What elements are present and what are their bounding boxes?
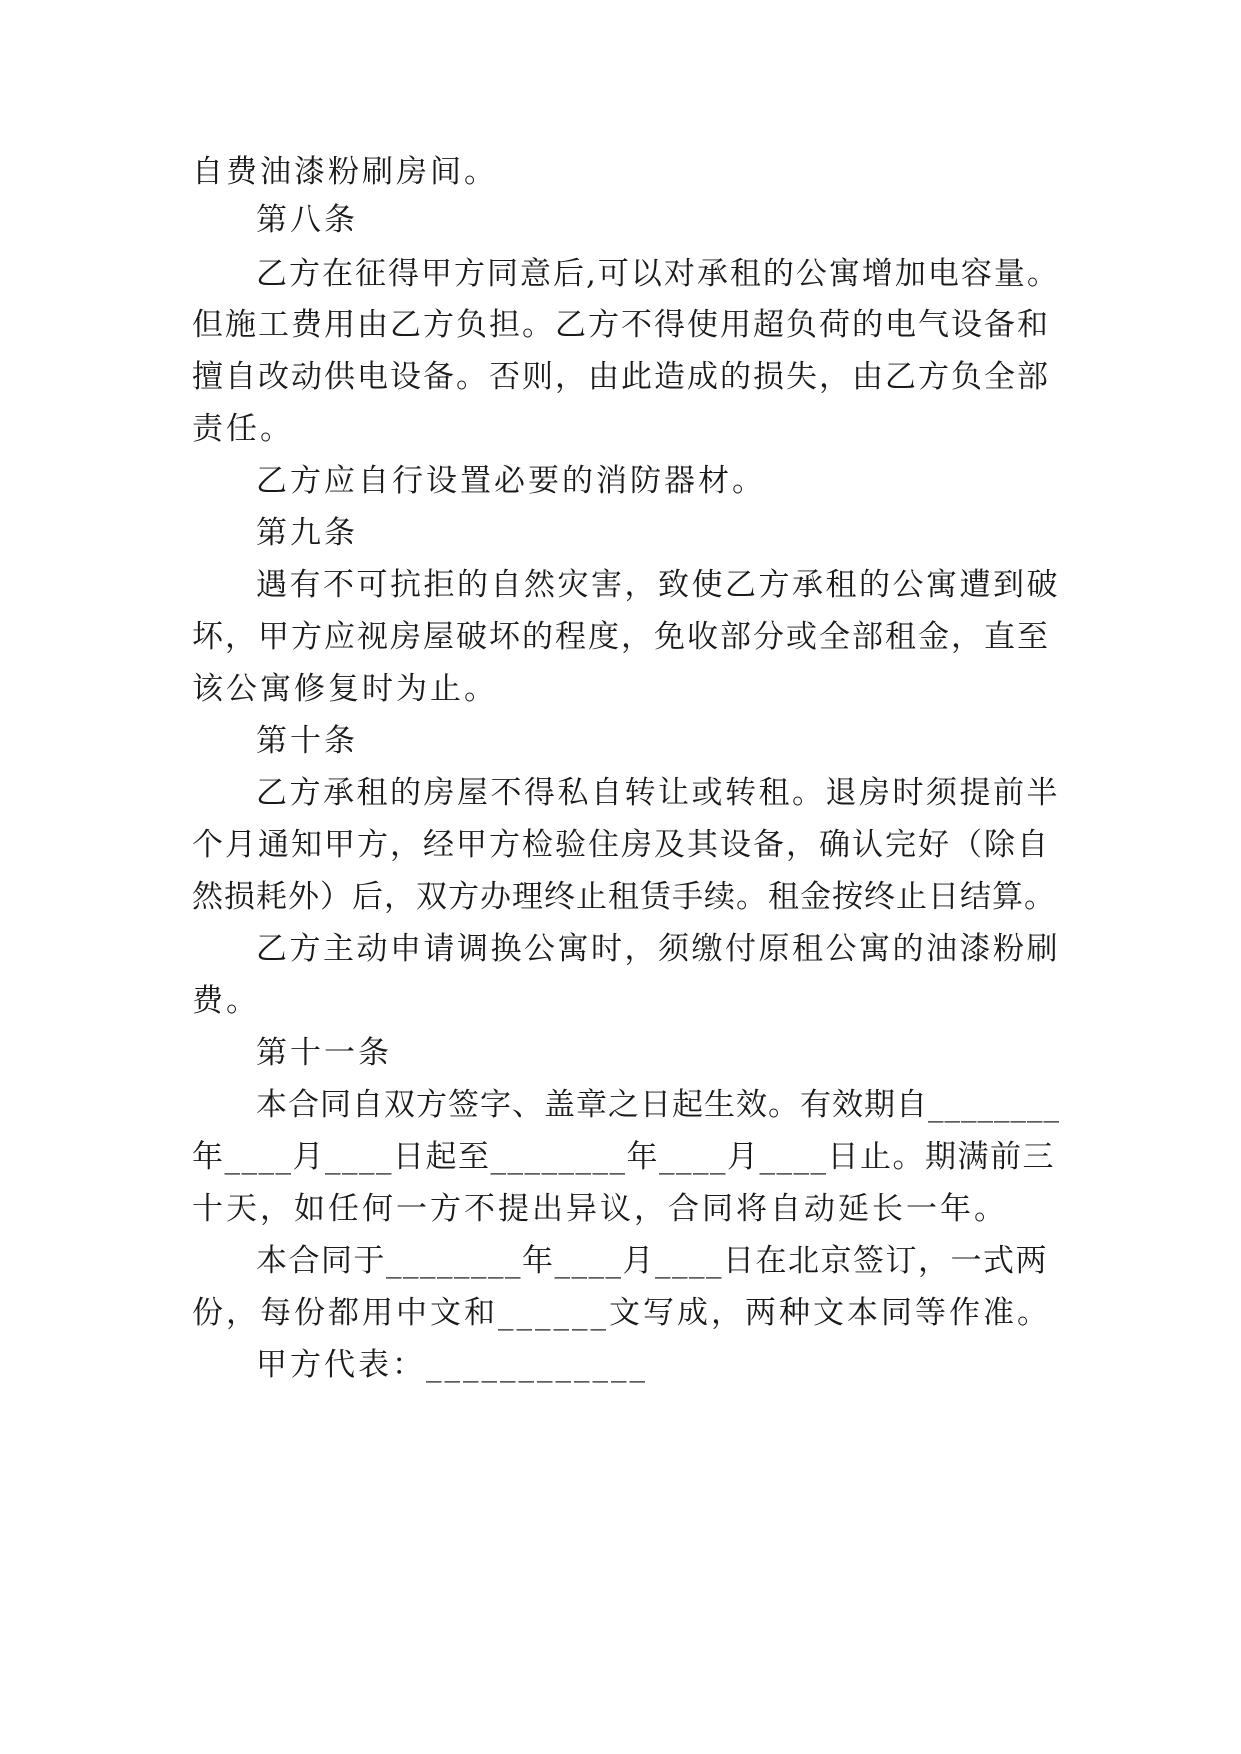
- paragraph-line: 费。: [192, 983, 260, 1019]
- paragraph-line: 责任。: [192, 411, 294, 447]
- paragraph-line: 坏，甲方应视房屋破坏的程度，免收部分或全部租金，直至: [192, 619, 1050, 655]
- party-a-representative-line: 甲方代表：____________: [256, 1347, 648, 1383]
- paragraph-line: 擅自改动供电设备。否则，由此造成的损失，由乙方负全部: [192, 359, 1050, 395]
- article-9-heading: 第九条: [256, 515, 358, 551]
- paragraph-line: 但施工费用由乙方负担。乙方不得使用超负荷的电气设备和: [192, 307, 1050, 343]
- paragraph-line: 乙方在征得甲方同意后,可以对承租的公寓增加电容量。: [256, 256, 1060, 292]
- article-10-heading: 第十条: [256, 723, 358, 759]
- paragraph-line: 自费油漆粉刷房间。: [192, 154, 498, 190]
- paragraph-line: 遇有不可抗拒的自然灾害，致使乙方承租的公寓遭到破: [256, 567, 1060, 603]
- paragraph-line: 乙方应自行设置必要的消防器材。: [256, 463, 766, 499]
- paragraph-line: 十天，如任何一方不提出异议，合同将自动延长一年。: [192, 1191, 1008, 1227]
- paragraph-line: 乙方主动申请调换公寓时，须缴付原租公寓的油漆粉刷: [256, 931, 1060, 967]
- paragraph-line: 乙方承租的房屋不得私自转让或转租。退房时须提前半: [256, 775, 1060, 811]
- paragraph-line: 然损耗外）后，双方办理终止租赁手续。租金按终止日结算。: [192, 879, 1056, 915]
- paragraph-line: 年____月____日起至________年____月____日止。期满前三: [192, 1139, 1055, 1175]
- article-11-heading: 第十一条: [256, 1035, 392, 1071]
- paragraph-line: 该公寓修复时为止。: [192, 671, 498, 707]
- article-8-heading: 第八条: [256, 202, 358, 238]
- paragraph-line: 份，每份都用中文和______文写成，两种文本同等作准。: [192, 1295, 1051, 1331]
- paragraph-line: 个月通知甲方，经甲方检验住房及其设备，确认完好（除自: [192, 827, 1050, 863]
- paragraph-line: 本合同于________年____月____日在北京签订，一式两: [256, 1243, 1048, 1279]
- paragraph-line: 本合同自双方签字、盖章之日起生效。有效期自________: [256, 1087, 1060, 1123]
